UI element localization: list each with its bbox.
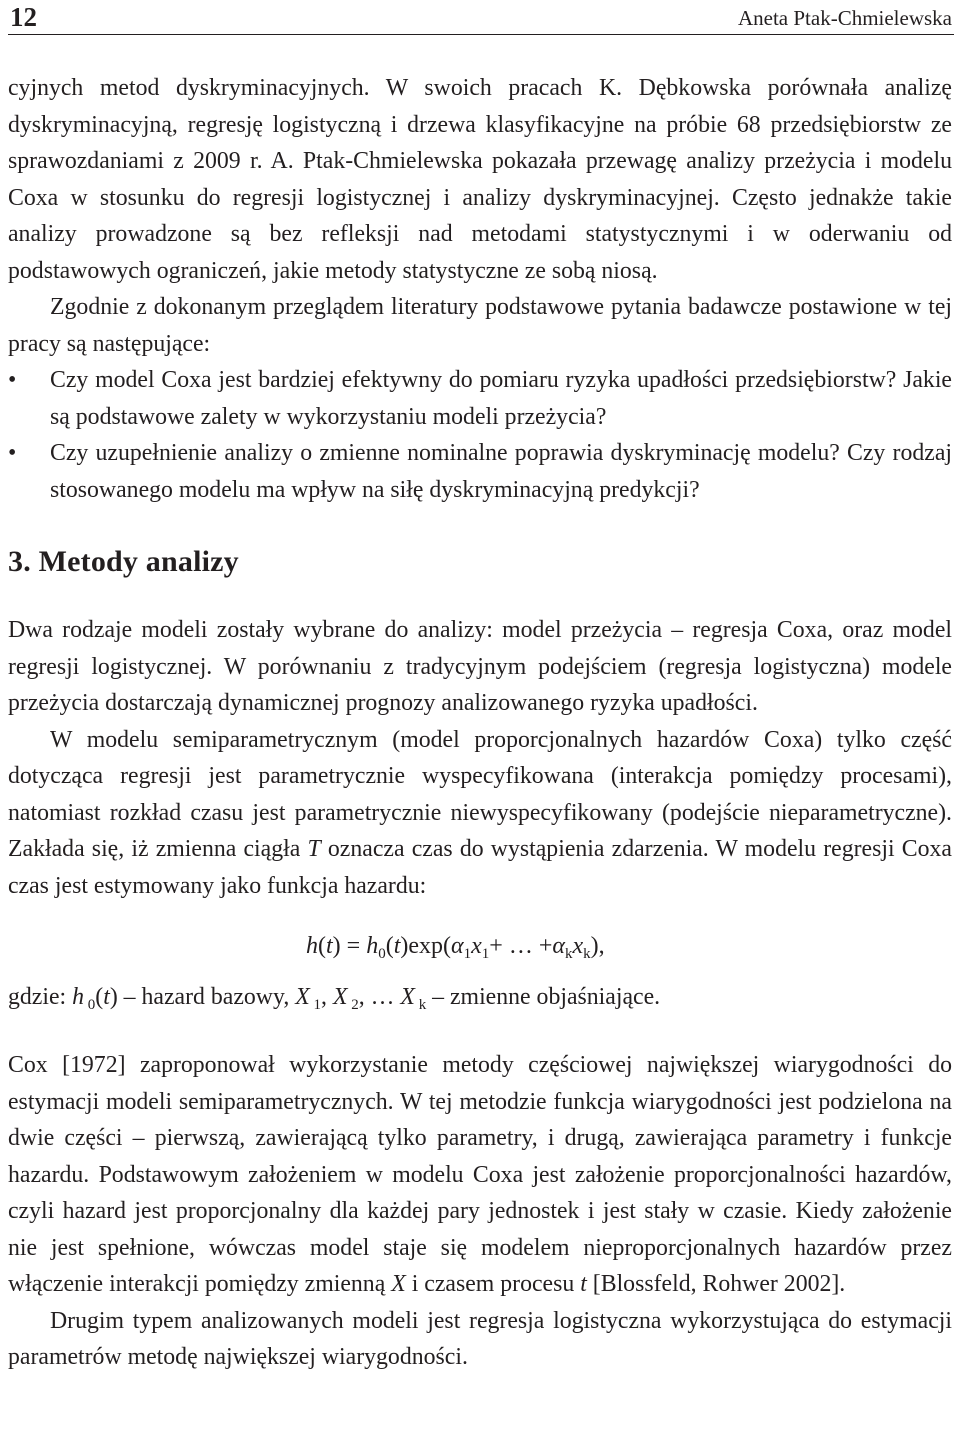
paragraph-text: oznacza czas do wystąpienia zdarzenia. W modelu regresji Coxa czas jest estymowany jako funkcja hazardu: [8, 836, 952, 899]
formula-subscript: k [564, 946, 573, 962]
formula-subscript: 0 [84, 996, 96, 1013]
formula-symbol: ) = [332, 933, 367, 959]
formula-symbol: X [400, 983, 415, 1010]
list-item-text: Czy uzupełnienie analizy o zmienne nominalne poprawia dyskryminację modelu? Czy rodzaj stosowanego modelu ma wpływ na siłę dyskryminacyjną predykcji? [50, 440, 952, 503]
section-heading: 3. Metody analizy [8, 545, 239, 578]
variable-T: T [307, 836, 321, 862]
formula-subscript: k [583, 946, 591, 962]
bullet-icon: • [8, 367, 17, 393]
list-item [8, 362, 952, 435]
page-header [8, 0, 954, 35]
paragraph-logistic: Drugim typem analizowanych modeli jest regresja logistyczna wykorzystująca do estymacji parametrów metodę największej wiarygodności. [8, 1307, 952, 1370]
formula-symbol: h [306, 933, 318, 959]
formula-subscript: 1 [463, 946, 472, 962]
formula-symbol: ), [590, 933, 605, 959]
hazard-formula [8, 928, 952, 965]
bullet-icon: • [8, 440, 17, 466]
paragraph-intro: cyjnych metod dyskryminacyjnych. W swoich pracach K. Dębkowska porównała analizę dyskryminacyjną, regresję logistyczną i drzewa klasyfikacyjne na próbie 68 przedsiębiorstw ze sprawozdaniami z 2009 r. A. Ptak-Chmielewska pokazała przewagę analizy przeżycia i modelu Coxa w stosunku do regresji logistycznej i analizy dyskryminacyjnej. Często jednakże takie analizy prowadzone są bez refleksji nad metodami statystycznymi i w oderwaniu od podstawowych ograniczeń, jakie metody statystyczne ze sobą niosą. [8, 75, 952, 284]
formula-symbol: , [321, 983, 333, 1010]
formula-symbol: x [572, 933, 584, 959]
formula-subscript: 1 [481, 946, 490, 962]
formula-symbol: + … + [489, 933, 553, 959]
explanation-text: – zmienne objaśniające. [426, 983, 661, 1010]
formula-symbol: t [103, 983, 110, 1010]
paragraph-research-questions: Zgodnie z dokonanym przeglądem literatury podstawowe pytania badawcze postawione w tej pracy są następujące: [8, 294, 952, 357]
formula-explanation [8, 979, 952, 1016]
formula-symbol: t [393, 933, 401, 959]
paragraph-models: Dwa rodzaje modeli zostały wybrane do analizy: model przeżycia – regresja Coxa, oraz model regresji logistycznej. W porównaniu z tradycyjnym podejściem (regresja logistyczna) modele przeżycia dostarczają dynamicznej prognozy analizowanego ryzyka upadłości. [8, 617, 952, 716]
formula-symbol: h [366, 933, 379, 959]
page-body [8, 70, 952, 1376]
paragraph-partial-likelihood [8, 1047, 952, 1303]
list-item-text: Czy model Coxa jest bardziej efektywny do pomiaru ryzyka upadłości przedsiębiorstw? Jakie są podstawowe zalety w wykorzystaniu modeli przeżycia? [50, 367, 952, 430]
formula-symbol: ( [385, 933, 394, 959]
list-item [8, 435, 952, 508]
formula-symbol: t [326, 933, 333, 959]
formula-symbol: X [295, 983, 310, 1010]
formula-symbol: X [332, 983, 348, 1010]
formula-subscript: k [414, 996, 427, 1013]
explanation-text: gdzie: [8, 983, 73, 1010]
formula-symbol: h [72, 983, 84, 1010]
formula-symbol: α [552, 933, 565, 959]
formula-subscript: 2 [347, 996, 359, 1013]
paragraph-semiparametric [8, 722, 952, 905]
paragraph-text: i czasem procesu [405, 1271, 581, 1297]
page-number: 12 [10, 2, 37, 32]
paragraph-text: W modelu semiparametrycznym (model proporcjonalnych hazardów Coxa) tylko część dotycząca regresji jest parametrycznie wyspecyfikowana (interakcja pomiędzy procesami), natomiast rozkład czasu jest parametrycznie niewyspecyfikowany (podejście nieparametryczne). Zakłada się, iż zmienna ciągła [8, 726, 952, 862]
variable-X: X [391, 1271, 406, 1297]
formula-symbol: , … [358, 983, 401, 1010]
formula-symbol: ( [318, 933, 326, 959]
variable-t: t [580, 1271, 587, 1297]
formula-symbol: )exp( [400, 933, 452, 959]
formula-symbol: α [451, 933, 464, 959]
formula-subscript: 1 [309, 996, 322, 1013]
explanation-text: ) – hazard bazowy, [109, 983, 296, 1010]
paragraph-text: [Blossfeld, Rohwer 2002]. [586, 1271, 846, 1297]
research-questions-list [8, 362, 952, 508]
formula-subscript: 0 [378, 946, 386, 962]
formula-symbol: ( [95, 983, 104, 1010]
paragraph-text: Cox [1972] zaproponował wykorzystanie metody częściowej największej wiarygodności do estymacji modeli semiparametrycznych. W tej metodzie funkcja wiarygodności jest podzielona na dwie części – pierwszą, zawierającą tylko parametry, i drugą, zawierająca parametry i funkcje hazardu. Podstawowym założeniem w modelu Coxa jest założenie proporcjonalności hazardów, czyli hazard jest proporcjonalny dla każdej pary jednostek i jest stały w czasie. Kiedy założenie nie jest spełnione, wówczas model staje się modelem nieproporcjonalnych hazardów przez włączenie interakcji pomiędzy zmienną [8, 1052, 952, 1297]
formula-symbol: x [471, 933, 482, 959]
running-head-author: Aneta Ptak-Chmielewska [737, 6, 952, 30]
